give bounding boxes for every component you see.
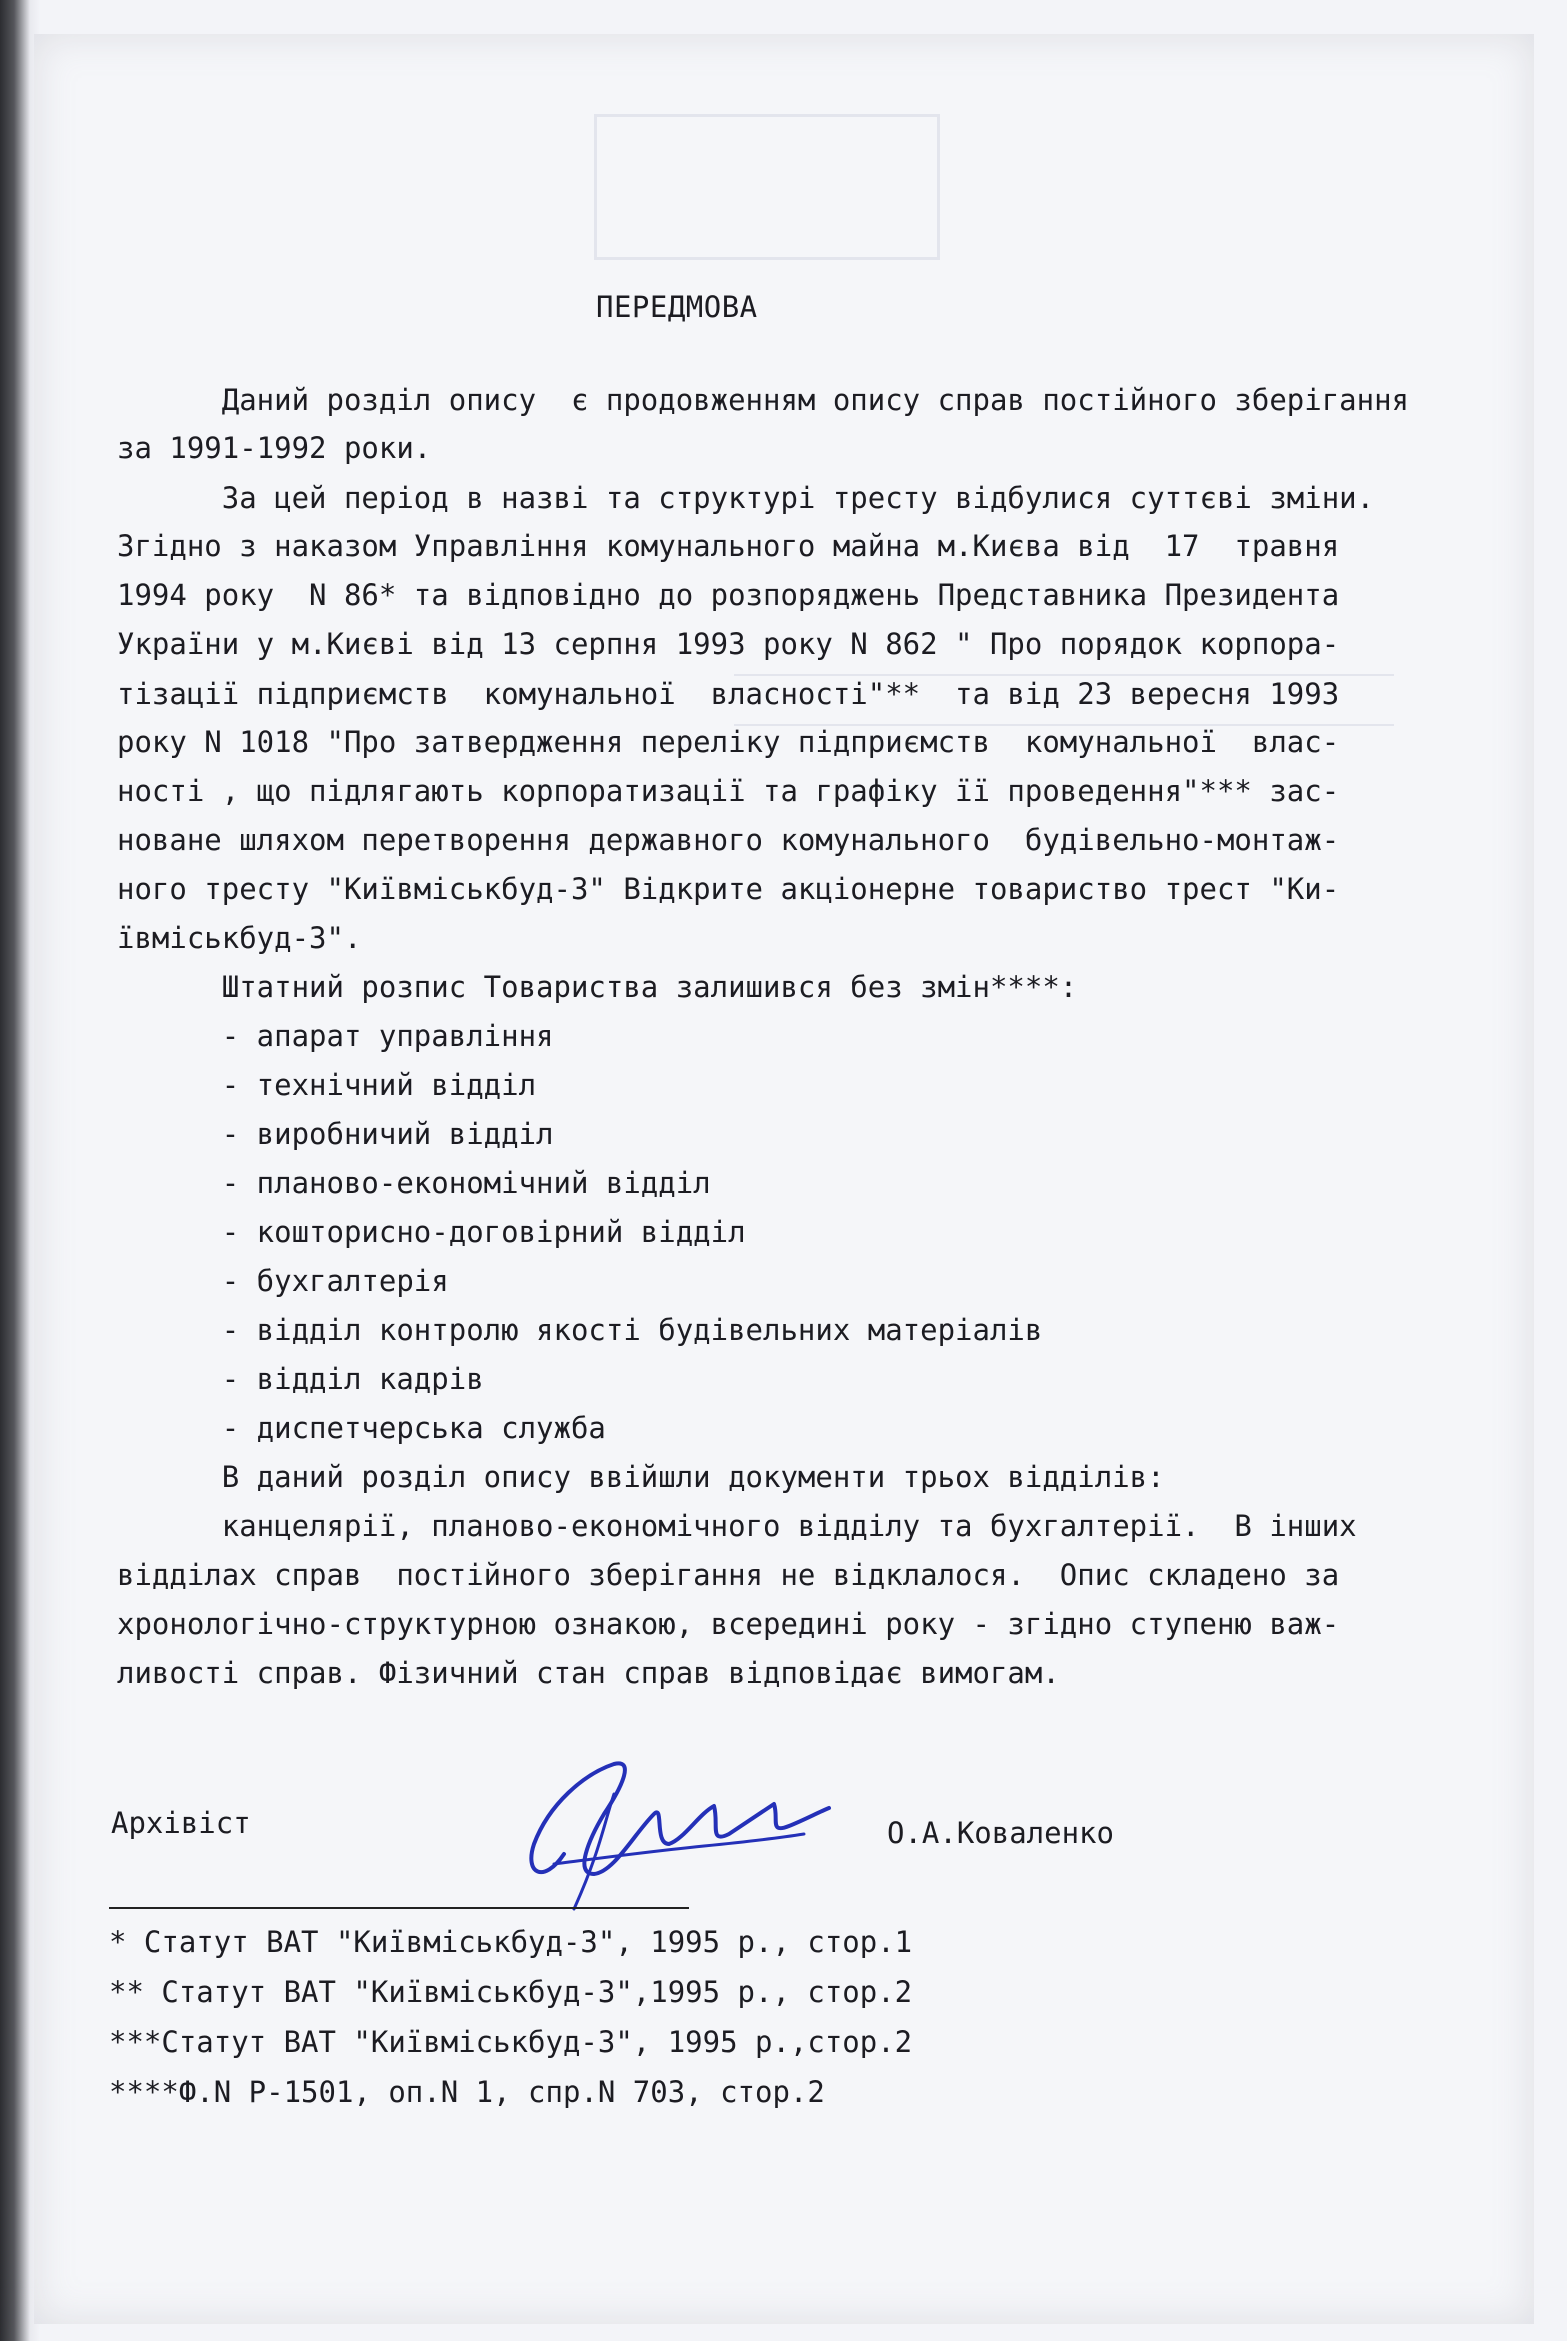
text-line: тізації підприємств комунальної власності"** та від 23 вересня 1993 — [117, 677, 1340, 711]
list-item: - технічний відділ — [117, 1068, 537, 1102]
text-line: Штатний розпис Товариства залишився без змін****: — [117, 970, 1078, 1004]
document-page — [34, 34, 1534, 2324]
text-line: 1994 року N 86* та відповідно до розпоряджень Представника Президента — [117, 578, 1340, 612]
list-item: - планово-економічний відділ — [117, 1166, 711, 1200]
text-line: за 1991-1992 роки. — [117, 431, 432, 465]
text-line: року N 1018 "Про затвердження переліку підприємств комунальної влас- — [117, 725, 1340, 759]
text-line: новане шляхом перетворення державного комунального будівельно-монтаж- — [117, 823, 1340, 857]
text-line: ності , що підлягають корпоратизації та графіку її проведення"*** зас- — [117, 774, 1340, 808]
list-item: - кошторисно-договірний відділ — [117, 1215, 746, 1249]
list-item: - виробничий відділ — [117, 1117, 554, 1151]
list-item: - диспетчерська служба — [117, 1411, 606, 1445]
text-line: Згідно з наказом Управління комунального майна м.Києва від 17 травня — [117, 529, 1340, 563]
list-item: - відділ контролю якості будівельних матеріалів — [117, 1313, 1043, 1347]
text-line: Даний розділ опису є продовженням опису справ постійного зберігання — [117, 383, 1410, 417]
text-line: ливості справ. Фізичний стан справ відповідає вимогам. — [117, 1656, 1060, 1690]
footnote: * Статут ВАТ "Київміськбуд-3", 1995 р., стор.1 — [109, 1925, 913, 1959]
text-line: України у м.Києві від 13 серпня 1993 року N 862 " Про порядок корпора- — [117, 627, 1340, 661]
footnote-divider — [109, 1907, 689, 1909]
list-item: - бухгалтерія — [117, 1264, 449, 1298]
text-line: відділах справ постійного зберігання не відклалося. Опис складено за — [117, 1558, 1340, 1592]
text-line: ївміськбуд-3". — [117, 921, 362, 955]
footnote: ****Ф.N Р-1501, оп.N 1, спр.N 703, стор.2 — [109, 2075, 825, 2109]
footnote: ***Статут ВАТ "Київміськбуд-3", 1995 р.,стор.2 — [109, 2025, 913, 2059]
text-line: канцелярії, планово-економічного відділу та бухгалтерії. В інших — [117, 1509, 1357, 1543]
footnote: ** Статут ВАТ "Київміськбуд-3",1995 р., стор.2 — [109, 1975, 913, 2009]
document-content — [34, 34, 1534, 2324]
text-line: За цей період в назві та структурі тресту відбулися суттєві зміни. — [117, 481, 1375, 515]
text-line: ного тресту "Київміськбуд-3" Відкрите акціонерне товариство трест "Ки- — [117, 872, 1340, 906]
list-item: - апарат управління — [117, 1019, 554, 1053]
handwritten-signature — [504, 1734, 834, 1914]
text-line: В даний розділ опису ввійшли документи трьох відділів: — [117, 1460, 1165, 1494]
signatory-name: О.А.Коваленко — [887, 1816, 1114, 1850]
signature-label: Архівіст — [111, 1806, 251, 1840]
text-line: хронологічно-структурною ознакою, всередині року - згідно ступеню важ- — [117, 1607, 1340, 1641]
page-title: ПЕРЕДМОВА — [596, 290, 758, 324]
list-item: - відділ кадрів — [117, 1362, 484, 1396]
